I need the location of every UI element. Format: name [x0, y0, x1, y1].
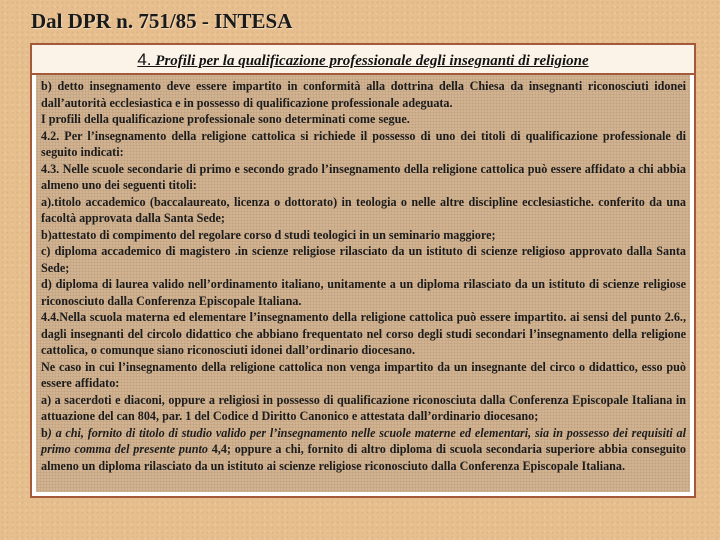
paragraph: Ne caso in cui l’insegnamento della religione cattolica non venga impartito da un insegnante del circo o didattico, esso può essere affidato:: [41, 359, 686, 390]
section-heading: [32, 45, 694, 75]
paragraph-part: 4,4;: [211, 442, 231, 456]
content-box: [30, 43, 696, 498]
paragraph: d) diploma di laurea valido nell’ordinamento italiano, unitamente a un diploma rilasciato da un istituto di scienze religiose riconosciuto dalla Conferenza Episcopale Italiana.: [41, 277, 686, 308]
paragraph: 4.3. Nelle scuole secondarie di primo e secondo grado l’insegnamento della religione cattolica può essere affidato a chi abbia almeno uno dei seguenti titoli:: [41, 161, 686, 192]
paragraph: I profili della qualificazione professionale sono determinati come segue.: [41, 112, 410, 126]
paragraph-part: b: [41, 425, 48, 440]
section-heading-text: Profili per la qualificazione professionale degli insegnanti di religione: [151, 53, 589, 69]
paragraph: b) detto insegnamento deve essere impartito in conformità alla dottrina della Chiesa da insegnanti riconosciuti idonei dall’autorità ecclesiastica e in possesso di qualificazione professionale adeguata.: [41, 79, 686, 110]
paragraph: [41, 425, 686, 475]
paragraph: b)attestato di compimento del regolare corso d studi teologici in un seminario maggiore;: [41, 227, 496, 242]
paragraph: 4.2. Per l’insegnamento della religione cattolica si richiede il possesso di uno dei titoli di qualificazione professionale di seguito indicati:: [41, 128, 686, 159]
paragraph: a) a sacerdoti e diaconi, oppure a religiosi in possesso di qualificazione riconosciuta dalla Conferenza Episcopale Italiana in attuazione del can 804, par. 1 del Codice d Diritto Canonico e attestata dall’ordinario diocesano;: [41, 392, 686, 423]
paragraph: c) diploma accademico di magistero .in scienze religiose rilasciato da un istituto di scienze religioso approvato dalla Santa Sede;: [41, 244, 686, 275]
paragraph: 4.4.Nella scuola materna ed elementare l’insegnamento della religione cattolica può essere impartito. ai sensi del punto 2.6., dagli insegnanti del circolo didattico che abbiano frequentato nel corso degli studi secondari l’insegnamento della religione cattolica, o comunque siano riconosciuti idonei dall’ordinario diocesano.: [41, 310, 686, 357]
section-number: 4.: [137, 50, 152, 69]
slide-title: Dal DPR n. 751/85 - INTESA: [31, 9, 293, 33]
body-text: [36, 75, 690, 492]
paragraph: a).titolo accademico (baccalaureato, licenza o dottorato) in teologia o nelle altre discipline ecclesiastiche. conferito da una facoltà approvata dalla Santa Sede;: [41, 194, 686, 225]
paragraph-part-italic: ) a chi, fornito di titolo di studio valido per l’insegnamento nelle scuole materne ed elementari, sia in possesso dei requisiti al primo comma del presente punto: [41, 425, 686, 456]
paragraph-part: oppure a chi, fornito di altro diploma di scuola secondaria superiore abbia conseguito almeno un diploma rilasciato da un istituto ai scienze religiose riconosciuto dalla Conferenza Episcopale Italiana.: [41, 442, 687, 473]
